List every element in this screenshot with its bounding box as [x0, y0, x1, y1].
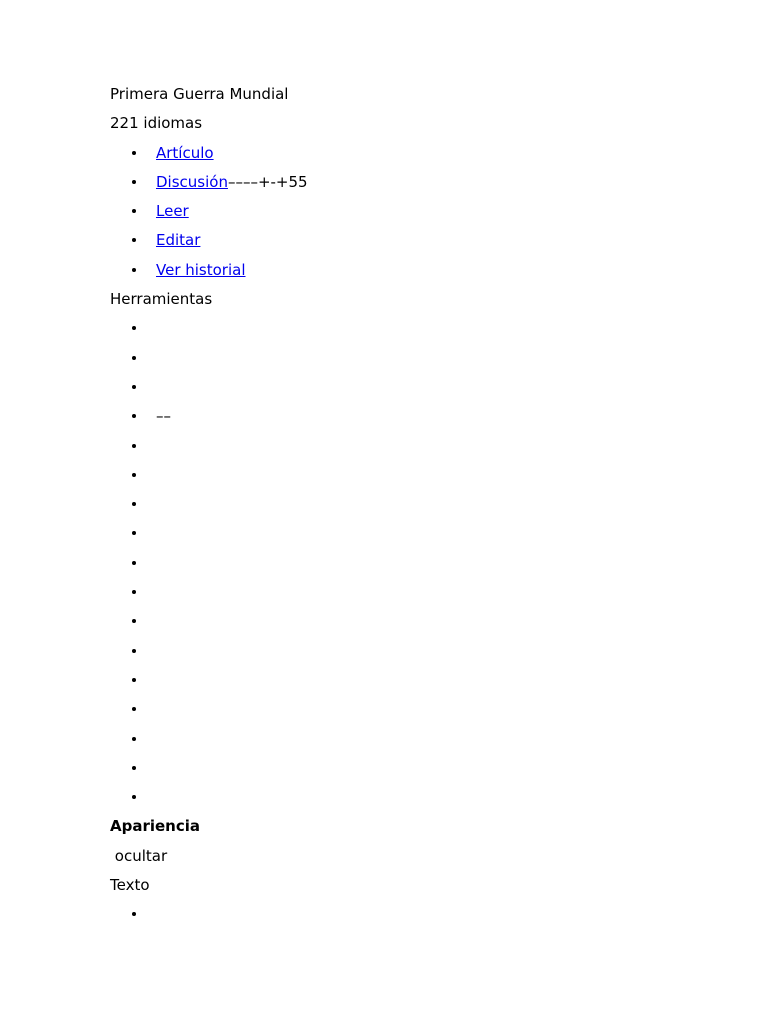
- bullet-icon: [132, 268, 136, 272]
- bullet-icon: [132, 649, 136, 653]
- bullet-icon: [132, 561, 136, 565]
- list-item: [110, 143, 768, 172]
- tools-list-item[interactable]: [110, 348, 768, 377]
- tools-list-item[interactable]: [110, 318, 768, 347]
- bullet-icon: [132, 209, 136, 213]
- appearance-heading: Apariencia: [110, 817, 201, 836]
- tools-list-item[interactable]: [110, 582, 768, 611]
- tools-list-item[interactable]: [110, 377, 768, 406]
- page-title: Primera Guerra Mundial: [110, 85, 289, 103]
- discussion-tab-link[interactable]: Discusión: [156, 172, 228, 191]
- tools-list-item[interactable]: [110, 553, 768, 582]
- bullet-icon: [132, 619, 136, 623]
- bullet-icon: [132, 678, 136, 682]
- language-selector[interactable]: 221 idiomas: [110, 114, 203, 133]
- tools-list-item[interactable]: [110, 494, 768, 523]
- bullet-icon: [132, 444, 136, 448]
- list-item: [110, 230, 768, 259]
- hide-appearance-button[interactable]: ocultar: [110, 846, 168, 865]
- bullet-icon: [132, 473, 136, 477]
- tools-list-item[interactable]: [110, 670, 768, 699]
- bullet-icon: [132, 502, 136, 506]
- bullet-icon: [132, 590, 136, 594]
- tools-list-item[interactable]: [110, 787, 768, 816]
- tools-list-item[interactable]: [110, 465, 768, 494]
- bullet-icon: [132, 180, 136, 184]
- discussion-suffix: ––––+-+55: [227, 172, 308, 191]
- tools-list-item[interactable]: [110, 641, 768, 670]
- bullet-icon: [132, 795, 136, 799]
- list-item: [110, 260, 768, 289]
- bullet-icon: [132, 531, 136, 535]
- text-options-list: [110, 904, 768, 933]
- bullet-icon: [132, 356, 136, 360]
- tools-list-item[interactable]: [110, 406, 768, 435]
- tools-list: [110, 318, 768, 816]
- bullet-icon: [132, 151, 136, 155]
- page-actions-list: [110, 143, 768, 289]
- tools-heading[interactable]: Herramientas: [110, 290, 213, 309]
- bullet-icon: [132, 737, 136, 741]
- bullet-icon: [132, 414, 136, 418]
- text-option-item[interactable]: [110, 904, 768, 933]
- bullet-icon: [132, 707, 136, 711]
- tools-list-item[interactable]: [110, 436, 768, 465]
- bullet-icon: [132, 766, 136, 770]
- bullet-icon: [132, 238, 136, 242]
- bullet-icon: [132, 912, 136, 916]
- bullet-icon: [132, 385, 136, 389]
- tools-item-text: ––: [156, 407, 171, 426]
- text-size-heading: Texto: [110, 876, 150, 895]
- list-item: [110, 201, 768, 230]
- tools-list-item[interactable]: [110, 758, 768, 787]
- list-item: [110, 172, 768, 201]
- tools-list-item[interactable]: [110, 611, 768, 640]
- bullet-icon: [132, 326, 136, 330]
- tools-list-item[interactable]: [110, 523, 768, 552]
- read-tab-link[interactable]: Leer: [156, 202, 189, 221]
- edit-tab-link[interactable]: Editar: [156, 231, 201, 250]
- tools-list-item[interactable]: [110, 729, 768, 758]
- view-history-tab-link[interactable]: Ver historial: [156, 260, 246, 279]
- tools-list-item[interactable]: [110, 699, 768, 728]
- article-tab-link[interactable]: Artículo: [156, 143, 214, 162]
